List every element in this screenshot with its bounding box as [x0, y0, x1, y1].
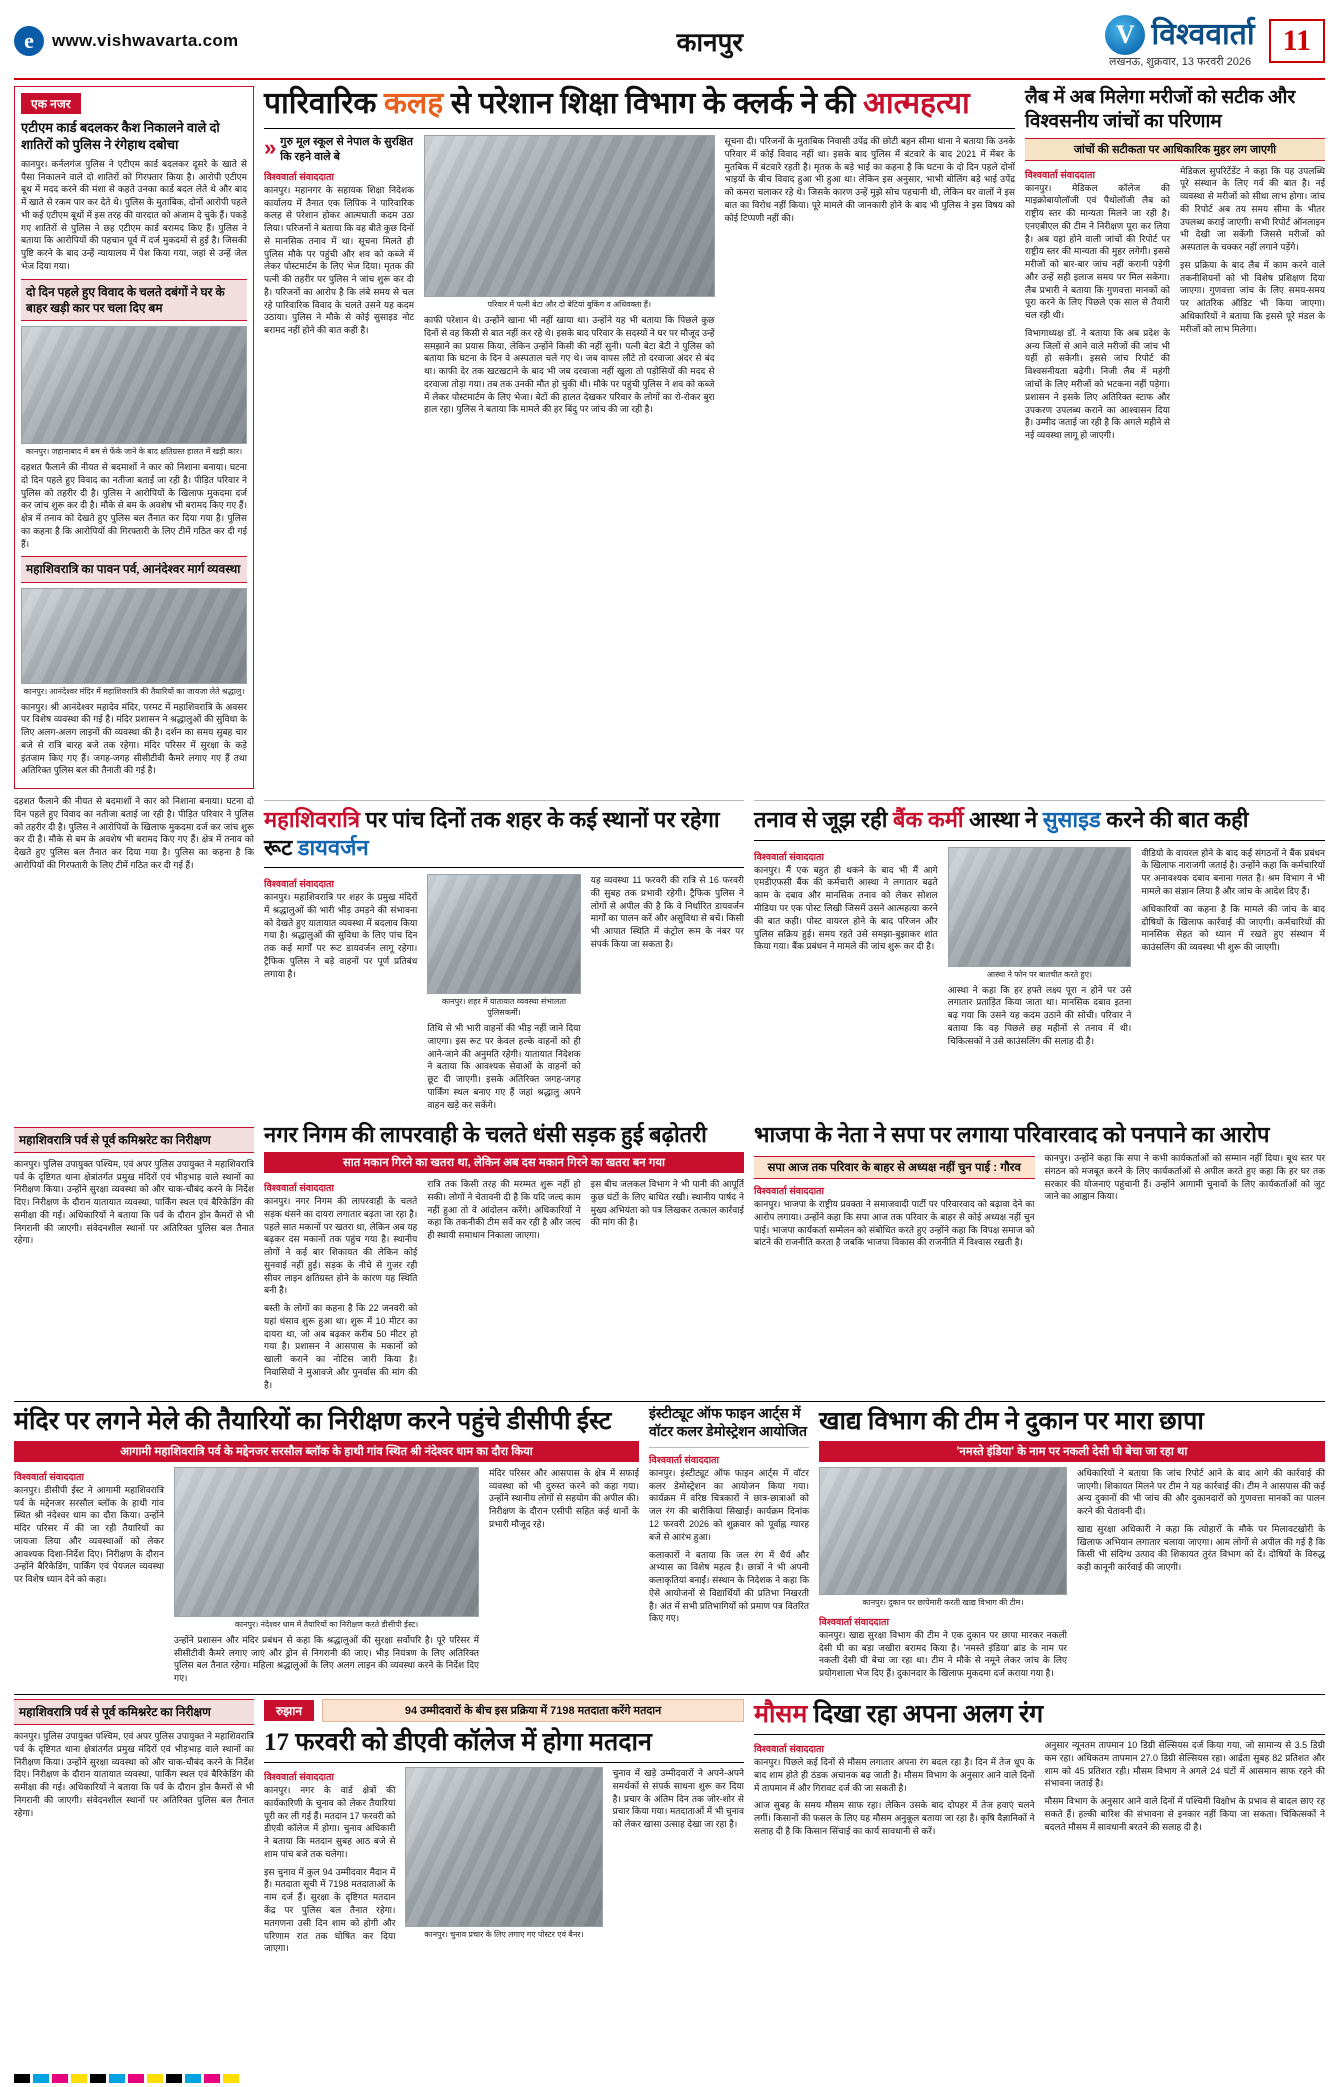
route-headline-hl2: डायवर्जन [297, 834, 369, 860]
lead-kicker: गुरु मूल स्कूल से नेपाल के सुरक्षित कि रहने वाले बे [280, 136, 414, 164]
quote-icon: » [264, 135, 277, 160]
food-col3-body: खाद्य सुरक्षा अधिकारी ने कहा कि त्योहारों के मौके पर मिलावटखोरी के खिलाफ अभियान लगातार चलाया जाएगा। आम लोगों से अपील की गई है कि किसी भी संदिग्ध उत्पाद की शिकायत तुरंत विभाग को दें। दोषियों के विरुद्ध कड़ी कानूनी कार्रवाई की जाएगी। [1077, 1523, 1325, 1573]
edition-city: कानपुर [676, 28, 743, 57]
mela-col-1 [14, 1467, 164, 1690]
lab-col2-body: विभागाध्यक्ष डॉ. ने बताया कि अब प्रदेश के अन्य जिलों से आने वाले मरीजों की जांच भी यहीं हो सकेगी। इससे जांच रिपोर्ट की विश्वसनीयता बढ़ेगी। निजी लैब में महंगी जांचों के लिए मरीजों को भटकना नहीं पड़ेगा। प्रशासन ने इसके लिए अतिरिक्त स्टाफ और उपकरण उपलब्ध कराने का आश्वासन दिया है। उम्मीद जताई जा रही है कि अगले महीने से नई व्यवस्था लागू हो जाएगी। [1025, 327, 1170, 441]
lab-col-2 [1180, 165, 1325, 447]
weather-col-1 [754, 1739, 1035, 1843]
left-headline-1: एटीएम कार्ड बदलकर कैश निकालने वाले दो शातिरों को पुलिस ने रंगेहाथ दबोचा [21, 120, 220, 152]
mela-columns [14, 1467, 639, 1690]
mela-story [14, 1406, 639, 1690]
lead-photo [424, 135, 715, 297]
lead-story [264, 86, 1015, 789]
left-photo-2-caption: कानपुर। आनंदेश्वर मंदिर में महाशिवरात्रि की तैयारियों का जायजा लेते श्रद्धालु। [23, 686, 245, 696]
bank-headline-p3: करने की बात कही [1100, 807, 1249, 833]
lead-headline [264, 86, 1015, 122]
edition-date: लखनऊ, शुक्रवार, 13 फरवरी 2026 [1109, 55, 1252, 68]
registration-colorbar [14, 2074, 239, 2083]
bank-col2-body: आस्था ने कहा कि हर हफ्ते लक्ष्य पूरा न होने पर उसे लगातार प्रताड़ित किया जाता था। मानसिक दबाव इतना बढ़ गया कि उसने यह कदम उठाने की सोची। परिवार ने बताया कि वह पिछले छह महीनों से तनाव में थी। चिकित्सकों ने उसे काउंसलिंग की सलाह दी है। [947, 984, 1132, 1046]
road-story [264, 1121, 744, 1397]
brand-logo-icon: V [1105, 15, 1145, 55]
bottom-left-subhead: महाशिवरात्रि पर्व से पूर्व कमिश्नरेट का निरीक्षण [14, 1699, 254, 1725]
mela-col-3 [489, 1467, 639, 1690]
bank-col1-body: कानपुर। मैं एक बहुत ही थकने के बाद भी मैं आगे एमडीएफसी बैंक की कर्मचारी आस्था ने लगातार बढ़ते काम के दबाव और मानसिक तनाव को लेकर सोशल मीडिया पर एक पोस्ट लिखी जिसमें उसने आत्महत्या करने की बात कही। पोस्ट वायरल होने के बाद परिजन और पुलिस सक्रिय हुई। समय रहते उसे समझा-बुझाकर शांत किया गया। बैंक प्रबंधन ने मामले की जांच शुरू कर दी है। [754, 864, 938, 952]
route-col2-body: तिथि से भी भारी वाहनों की भीड़ नहीं जाने दिया जाएगा। इस रूट पर केवल हल्के वाहनों को ही आने-जाने की अनुमति रहेगी। यातायात निदेशक ने बताया कि आवश्यक सेवाओं के वाहनों को छूट दी जाएगी। इसके अतिरिक्त जगह-जगह पार्किंग स्थल बनाए गए हैं जहां श्रद्धालु अपने वाहन खड़े कर सकेंगे। [427, 1023, 581, 1110]
weather-col3-body: अनुसार न्यूनतम तापमान 10 डिग्री सेल्सियस दर्ज किया गया, जो सामान्य से 3.5 डिग्री कम रहा। अधिकतम तापमान 27.0 डिग्री सेल्सियस रहा। आर्द्रता सुबह 82 प्रतिशत और शाम को 45 प्रतिशत रही। मौसम विभाग ने अगले 24 घंटों में आसमान साफ रहने की संभावना जताई है। [1044, 1740, 1325, 1789]
lab-story [1025, 86, 1325, 789]
left-body-5: कानपुर। पुलिस उपायुक्त पश्चिम, एवं अपर पुलिस उपायुक्त ने महाशिवरात्रि पर्व के दृष्टिगत थाना क्षेत्रांतर्गत प्रमुख मंदिरों एवं भीड़भाड़ वाले स्थानों का निरीक्षण किया। उन्होंने सुरक्षा व्यवस्था को और चाक-चौबंद करने के निर्देश दिए। निरीक्षण के दौरान यातायात व्यवस्था, पार्किंग स्थल एवं बैरिकेडिंग की समीक्षा की गई। अधिकारियों ने बताया कि पर्व के दौरान ड्रोन कैमरों से भी निगरानी की जाएगी। संवेदनशील स्थानों पर अतिरिक्त पुलिस बल तैनात रहेगा। [14, 1158, 254, 1246]
road-col2-body: बस्ती के लोगों का कहना है कि 22 जनवरी को यहां धंसाव शुरू हुआ था। शुरू में 10 मीटर का दायरा था, जो अब बढ़कर करीब 50 मीटर हो गया है। प्रशासन ने आसपास के मकानों को खाली कराने का नोटिस जारी किया है। निवासियों ने मुआवजे और पुनर्वास की मांग की है। [264, 1303, 418, 1390]
ek-nazar-column [14, 86, 254, 789]
color-swatch [52, 2074, 68, 2083]
weather-headline-hl: मौसम [754, 1700, 808, 1728]
food-columns [819, 1467, 1325, 1685]
masthead-right [1105, 15, 1325, 68]
road-bar: सात मकान गिरने का खतरा था, लेकिन अब दस मकान गिरने का खतरा बन गया [264, 1152, 744, 1173]
food-col1-body: कानपुर। खाद्य सुरक्षा विभाग की टीम ने एक दुकान पर छापा मारकर नकली देसी घी का बड़ा जखीरा बरामद किया है। 'नमस्ते इंडिया' ब्रांड के नाम पर नकली देसी घी बेचा जा रहा था। टीम ने मौके से नमूने लेकर जांच के लिए प्रयोगशाला भेज दिए हैं। दुकानदार के खिलाफ मुकदमा दर्ज कराया गया है। [819, 1629, 1067, 1679]
bank-headline [754, 806, 1325, 834]
lab-col-1 [1025, 165, 1170, 447]
election-photo-caption: कानपुर। चुनाव प्रचार के लिए लगाए गए पोस्टर एवं बैनर। [424, 1930, 584, 1940]
route-col-3 [591, 874, 744, 1116]
bjp-columns [754, 1152, 1325, 1254]
left-body-4: दहशत फैलाने की नीयत से बदमाशों ने कार को निशाना बनाया। घटना दो दिन पहले हुए विवाद का नतीजा बताई जा रही है। पीड़ित परिवार ने पुलिस को तहरीर दी है। पुलिस ने आरोपियों के खिलाफ मुकदमा दर्ज कर जांच शुरू कर दी है। मौके से बम के अवशेष भी बरामद किए गए हैं। क्षेत्र में तनाव को देखते हुए पुलिस बल तैनात कर दिया गया है। पुलिस का कहना है कि आरोपियों की गिरफ्तारी के लिए टीमें गठित कर दी गई हैं। [14, 796, 254, 871]
election-story [264, 1699, 744, 1960]
third-zone-left [14, 1121, 254, 1397]
weather-byline: विश्ववार्ता संवाददाता [754, 1744, 824, 1756]
food-story [819, 1406, 1325, 1690]
election-col-1 [264, 1767, 395, 1960]
left-body-3: कानपुर। श्री आनंदेश्वर महादेव मंदिर, परमट में महाशिवरात्रि के अवसर पर विशेष व्यवस्था की गई है। मंदिर प्रशासन ने श्रद्धालुओं की सुविधा के लिए अलग-अलग लाइनों की व्यवस्था की है। दर्शन का समय सुबह चार बजे से रात्रि बारह बजे तक रहेगा। मंदिर परिसर में सुरक्षा के कड़े इंतजाम किए गए हैं। जगह-जगह सीसीटीवी कैमरे लगाए गए हैं तथा अतिरिक्त पुलिस बल की तैनाती की गई है। [21, 701, 247, 776]
route-headline [264, 806, 744, 861]
bottom-left-body: कानपुर। पुलिस उपायुक्त पश्चिम, एवं अपर पुलिस उपायुक्त ने महाशिवरात्रि पर्व के दृष्टिगत थाना क्षेत्रांतर्गत प्रमुख मंदिरों एवं भीड़भाड़ वाले स्थानों का निरीक्षण किया। उन्होंने सुरक्षा व्यवस्था को और चाक-चौबंद करने के निर्देश दिए। निरीक्षण के दौरान यातायात व्यवस्था, पार्किंग स्थल एवं बैरिकेडिंग की समीक्षा की गई। अधिकारियों ने बताया कि पर्व के दौरान ड्रोन कैमरों से भी निगरानी की जाएगी। संवेदनशील स्थानों पर अतिरिक्त पुलिस बल तैनात रहेगा। [14, 1731, 254, 1818]
election-strip: 94 उम्मीदवारों के बीच इस प्रक्रिया में 7198 मतदाता करेंगे मतदान [322, 1699, 744, 1722]
page-number: 11 [1269, 19, 1325, 63]
color-swatch [166, 2074, 182, 2083]
lead-headline-hl1: कलह [383, 87, 444, 120]
election-photo [405, 1767, 602, 1927]
lead-col-3 [725, 135, 1016, 421]
route-col-1 [264, 874, 417, 1116]
second-zone [14, 795, 1325, 1116]
weather-headline [754, 1699, 1325, 1730]
food-headline: खाद्य विभाग की टीम ने दुकान पर मारा छापा [819, 1407, 1204, 1435]
color-swatch [185, 2074, 201, 2083]
left-photo-1-caption: कानपुर। जहानाबाद में बम से फेंके जाने के बाद क्षतिग्रस्त हालत में खड़ी कार। [25, 447, 243, 457]
mela-headline: मंदिर पर लगने मेले की तैयारियों का निरीक्षण करने पहुंचे डीसीपी ईस्ट [14, 1407, 612, 1435]
road-col4-body: इस बीच जलकल विभाग ने भी पानी की आपूर्ति कुछ घंटों के लिए बाधित रखी। स्थानीय पार्षद ने मुख्य अभियंता को पत्र लिखकर तत्काल कार्रवाई की मांग की है। [590, 1179, 744, 1228]
route-headline-mid: पर पांच दिनों तक शहर के कई स्थानों पर रहेगा रूट [264, 807, 720, 860]
trend-tag: रुझान [264, 1700, 314, 1721]
bjp-col2-body: कानपुर। उन्होंने कहा कि सपा ने कभी कार्यकर्ताओं को सम्मान नहीं दिया। बूथ स्तर पर संगठन को मजबूत करने के लिए कार्यकर्ताओं से अपील करते हुए कहा कि हर घर तक सरकार की योजनाएं पहुंचानी हैं। उन्होंने आगामी चुनावों के लिए कार्यकर्ताओं को जुट जाने का आह्वान किया। [1044, 1153, 1325, 1202]
bank-col-2 [948, 847, 1132, 1053]
food-photo [819, 1467, 1067, 1595]
road-col-2 [427, 1178, 580, 1396]
mela-col-2 [174, 1467, 479, 1690]
institute-byline: विश्ववार्ता संवाददाता [649, 1454, 719, 1466]
lab-col4-body: इस प्रक्रिया के बाद लैब में काम करने वाले तकनीशियनों को भी विशेष प्रशिक्षण दिया जाएगा। गुणवत्ता जांच के लिए समय-समय पर आंतरिक ऑडिट भी किया जाएगा। अधिकारियों ने बताया कि इससे पूरे मंडल के मरीजों को लाभ मिलेगा। [1180, 259, 1325, 334]
mela-photo-caption: कानपुर। नंदेश्वर धाम में तैयारियों का निरीक्षण करते डीसीपी ईस्ट। [234, 1619, 419, 1629]
weather-columns [754, 1739, 1325, 1843]
bank-headline-hl1: बैंक कर्मी [892, 807, 964, 833]
food-byline: विश्ववार्ता संवाददाता [819, 1616, 889, 1628]
election-byline: विश्ववार्ता संवाददाता [264, 1772, 334, 1784]
institute-story [649, 1406, 809, 1690]
lab-col1-body: कानपुर। मेडिकल कॉलेज की माइक्रोबायोलॉजी एवं पैथोलॉजी लैब को राष्ट्रीय स्तर की मान्यता मिलने जा रही है। एनएबीएल की टीम ने निरीक्षण पूरा कर लिया है। अब यहां होने वाली जांचों की रिपोर्ट पर राष्ट्रीय स्तर की मान्यता की मुहर लगेगी। इससे मरीजों को बार-बार जांच नहीं करानी पड़ेगी और उन्हें सही इलाज समय पर मिल सकेगा। लैब प्रभारी ने बताया कि गुणवत्ता मानकों को पूरा करने के लिए पिछले एक साल से तैयारी चल रही थी। [1025, 182, 1170, 321]
route-col1-body: कानपुर। महाशिवरात्रि पर शहर के प्रमुख मंदिरों में श्रद्धालुओं की भारी भीड़ उमड़ने की संभावना को देखते हुए यातायात व्यवस्था में बदलाव किया गया है। श्रद्धालुओं की सुविधा के लिए पांच दिन तक कई मार्गों पर रूट डायवर्जन लागू रहेगा। ट्रैफिक पुलिस ने बड़े वाहनों पर पूर्ण प्रतिबंध लगाया है। [264, 892, 418, 979]
election-col1-body: कानपुर। नगर के वार्ड क्षेत्रों की कार्यकारिणी के चुनाव को लेकर तैयारियां पूरी कर ली गई हैं। मतदान 17 फरवरी को डीएवी कॉलेज में होगा। चुनाव अधिकारी ने बताया कि मतदान सुबह आठ बजे से शाम पांच बजे तक चलेगा। [264, 1785, 396, 1859]
lead-col-1 [264, 135, 414, 421]
brand-block [1105, 15, 1254, 68]
ek-nazar-ribbon: एक नजर [21, 93, 81, 114]
election-columns [264, 1767, 744, 1960]
route-photo [427, 874, 580, 994]
left-subhead-2: महाशिवरात्रि का पावन पर्व, आनंदेश्वर मार्ग व्यवस्था [21, 556, 247, 582]
bank-col4-body: अधिकारियों का कहना है कि मामले की जांच के बाद दोषियों के खिलाफ कार्रवाई की जाएगी। कर्मचारियों की मानसिक सेहत को ध्यान में रखते हुए संस्थान में काउंसलिंग की व्यवस्था भी शुरू की जाएगी। [1141, 903, 1326, 953]
weather-col1-body: कानपुर। पिछले कई दिनों से मौसम लगातार अपना रंग बदल रहा है। दिन में तेज धूप के बाद शाम होते ही ठंडक अचानक बढ़ जाती है। मौसम विभाग के अनुसार आने वाले दिनों में तापमान में और गिरावट दर्ज की जा सकती है। [754, 1757, 1035, 1793]
second-zone-spacer [14, 795, 254, 1116]
left-subhead-3: महाशिवरात्रि पर्व से पूर्व कमिश्नरेट का निरीक्षण [14, 1127, 254, 1153]
road-col3-body: रात्रि तक किसी तरह की मरम्मत शुरू नहीं हो सकी। लोगों ने चेतावनी दी है कि यदि जल्द काम नहीं हुआ तो वे आंदोलन करेंगे। अधिकारियों ने कहा कि तकनीकी टीम सर्वे कर रही है और जल्द ही स्थायी समाधान निकाला जाएगा। [427, 1179, 581, 1241]
lab-headline: लैब में अब मिलेगा मरीजों को सटीक और विश्वसनीय जांचों का परिणाम [1025, 87, 1296, 132]
masthead-left [14, 26, 314, 56]
food-col-1 [819, 1467, 1067, 1685]
weather-headline-rest: दिखा रहा अपना अलग रंग [807, 1700, 1044, 1728]
road-col-1 [264, 1178, 417, 1396]
lead-headline-part1: पारिवारिक [264, 87, 384, 120]
route-columns [264, 874, 744, 1116]
lab-columns [1025, 165, 1325, 447]
lead-byline: विश्ववार्ता संवाददाता [264, 171, 334, 183]
third-zone [14, 1121, 1325, 1397]
lab-byline: विश्ववार्ता संवाददाता [1025, 169, 1095, 181]
route-headline-hl: महाशिवरात्रि [264, 807, 360, 833]
color-swatch [204, 2074, 220, 2083]
globe-icon: e [14, 26, 44, 56]
lead-headline-part2: से परेशान शिक्षा विभाग के क्लर्क ने की [443, 87, 863, 120]
left-body-2: दहशत फैलाने की नीयत से बदमाशों ने कार को निशाना बनाया। घटना दो दिन पहले हुए विवाद का नतीजा बताई जा रही है। पीड़ित परिवार ने पुलिस को तहरीर दी है। पुलिस ने आरोपियों के खिलाफ मुकदमा दर्ज कर जांच शुरू कर दी है। मौके से बम के अवशेष भी बरामद किए गए हैं। क्षेत्र में तनाव को देखते हुए पुलिस बल तैनात कर दिया गया है। पुलिस का कहना है कि आरोपियों की गिरफ्तारी के लिए टीमें गठित कर दी गई हैं। [21, 462, 247, 549]
mela-photo [174, 1467, 479, 1617]
color-swatch [128, 2074, 144, 2083]
bank-photo-caption: आस्था ने फोन पर बातचीत करते हुए। [986, 969, 1093, 979]
election-headline: 17 फरवरी को डीएवी कॉलेज में होगा मतदान [264, 1728, 652, 1756]
color-swatch [223, 2074, 239, 2083]
mela-col2-body: उन्होंने प्रशासन और मंदिर प्रबंधन से कहा कि श्रद्धालुओं की सुरक्षा सर्वोपरि है। पूरे परिसर में सीसीटीवी कैमरे लगाए जाएं और ड्रोन से निगरानी की जाए। भीड़ नियंत्रण के लिए अतिरिक्त पुलिस बल तैनात रहेगा। महिला श्रद्धालुओं के लिए अलग लाइन की व्यवस्था करने के निर्देश दिए गए। [174, 1634, 479, 1684]
bank-headline-p1: तनाव से जूझ रही [754, 807, 893, 833]
institute-col1-body: कानपुर। इंस्टीट्यूट ऑफ फाइन आर्ट्स में वॉटर कलर डेमोस्ट्रेशन का आयोजन किया गया। कार्यक्रम में वरिष्ठ चित्रकारों ने छात्र-छात्राओं को जल रंग की बारीकियां सिखाईं। कार्यक्रम दिनांक 12 फरवरी 2026 को शुक्रवार को पूर्वाह्न ग्यारह बजे से आरंभ हुआ। [649, 1467, 809, 1542]
masthead [14, 8, 1325, 80]
bjp-story [754, 1121, 1325, 1397]
food-photo-caption: कानपुर। दुकान पर छापेमारी करती खाद्य विभाग की टीम। [862, 1597, 1024, 1607]
road-headline: नगर निगम की लापरवाही के चलते धंसी सड़क हुई बढ़ोतरी [264, 1121, 707, 1147]
mela-byline: विश्ववार्ता संवाददाता [14, 1471, 84, 1483]
road-byline: विश्ववार्ता संवाददाता [264, 1183, 334, 1195]
bjp-byline: विश्ववार्ता संवाददाता [754, 1186, 824, 1198]
election-col2-body: इस चुनाव में कुल 94 उम्मीदवार मैदान में हैं। मतदाता सूची में 7198 मतदाताओं के नाम दर्ज हैं। सुरक्षा के दृष्टिगत मतदान केंद्र पर पुलिस बल तैनात रहेगा। मतगणना उसी दिन शाम को होगी और परिणाम रात तक घोषित कर दिया जाएगा। [264, 1866, 396, 1954]
bank-story [754, 795, 1325, 1116]
bottom-left [14, 1699, 254, 1960]
weather-col2-body: आज सुबह के समय मौसम साफ रहा। लेकिन उसके बाद दोपहर में तेज हवाएं चलने लगीं। किसानों की फसल के लिए यह मौसम अनुकूल बताया जा रहा है। कृषि वैज्ञानिकों ने सलाह दी है कि किसान सिंचाई का कार्य सावधानी से करें। [754, 1800, 1035, 1836]
election-col-3 [613, 1767, 744, 1960]
bjp-col-2 [1045, 1152, 1326, 1254]
bank-photo [948, 847, 1132, 967]
bjp-headline: भाजपा के नेता ने सपा पर लगाया परिवारवाद को पनपाने का आरोप [754, 1121, 1270, 1147]
bottom-zone [14, 1699, 1325, 1960]
color-swatch [90, 2074, 106, 2083]
lead-photo-caption: परिवार में पत्नी बेटा और दो बेटियां बुकिंग व अधिवक्ता हैं। [487, 300, 652, 309]
lab-strip: जांचों की सटीकता पर आधिकारिक मुहर लग जाएगी [1025, 138, 1325, 161]
weather-col4-body: मौसम विभाग के अनुसार आने वाले दिनों में पश्चिमी विक्षोभ के प्रभाव से बादल छाए रह सकते हैं। हल्की बारिश की संभावना से इनकार नहीं किया जा सकता। चिकित्सकों ने बदलते मौसम में सावधानी बरतने की सलाह दी है। [1044, 1796, 1325, 1832]
lead-col3-body: सूचना दी। परिजनों के मुताबिक निवासी उपेंद्र की छोटी बहन सीमा थाना ने बताया कि उनके परिवार में कोई विवाद नहीं था। इसके बाद पुलिस में बंटवारे के बाद 2021 में मेंबर के मुतबिक में बंटवारे रहती है। मृतक के बड़े भाई का कहना है कि घटना के दो दिन पहले दोनों भाइयों के बीच विवाद हुआ भी हुआ था। लेकिन इस अनुसार, भाभी बोलिंग बड़े भाई उपेंद्र को कमरा चलाकर रहे थे। जिसके कारण उन्हें मुझे सोच पहचानी थी, लेकिन घर वालों ने इस बात का विरोध नहीं किया। पूरे मामले की जानकारी होने के बाद भी पुलिस ने इस विषय को कोई टिप्पणी नहीं की। [724, 136, 1015, 223]
weather-story [754, 1699, 1325, 1960]
route-col-2 [427, 874, 580, 1116]
institute-headline: इंस्टीट्यूट ऑफ फाइन आर्ट्स में वॉटर कलर डेमोस्ट्रेशन आयोजित [649, 1406, 807, 1440]
election-col-2 [405, 1767, 602, 1960]
color-swatch [147, 2074, 163, 2083]
masthead-center [314, 23, 1105, 59]
route-col3-body: यह व्यवस्था 11 फरवरी की रात्रि से 16 फरवरी की सुबह तक प्रभावी रहेगी। ट्रैफिक पुलिस ने लोगों से अपील की है कि वे निर्धारित डायवर्जन मार्गों का पालन करें और असुविधा से बचें। किसी भी आपात स्थिति में कंट्रोल रूम के नंबर पर संपर्क किया जा सकता है। [590, 875, 744, 950]
mela-col3-body: मंदिर परिसर और आसपास के क्षेत्र में सफाई व्यवस्था को भी दुरुस्त करने को कहा गया। उन्होंने स्थानीय लोगों से सहयोग की अपील की। निरीक्षण के दौरान एसीपी सहित कई थानों के प्रभारी मौजूद रहे। [489, 1467, 639, 1529]
route-photo-caption: कानपुर। शहर में यातायात व्यवस्था संभालता पुलिसकर्मी। [441, 997, 567, 1018]
bank-headline-p2: आस्था ने [963, 807, 1043, 833]
bank-columns [754, 847, 1325, 1053]
bjp-col1-body: कानपुर। भाजपा के राष्ट्रीय प्रवक्ता ने समाजवादी पार्टी पर परिवारवाद को बढ़ावा देने का आरोप लगाया। उन्होंने कहा कि सपा आज तक परिवार के बाहर से कोई अध्यक्ष नहीं चुन पाई। भाजपा कार्यकर्ता सम्मेलन को संबोधित करते हुए उन्होंने कहा कि विपक्ष समाज को बांटने की राजनीति करता है जबकि भाजपा विकास की राजनीति में विश्वास रखती है। [754, 1199, 1035, 1248]
lab-col3-body: मेडिकल सुपरिटेंडेंट ने कहा कि यह उपलब्धि पूरे संस्थान के लिए गर्व की बात है। नई व्यवस्था से मरीजों को सीधा लाभ होगा। जांच की रिपोर्ट अब तय समय सीमा के भीतर उपलब्ध कराई जाएगी। सभी रिपोर्ट ऑनलाइन भी देखी जा सकेंगी जिससे मरीजों को अस्पताल के चक्कर नहीं लगाने पड़ेंगे। [1180, 165, 1325, 253]
road-columns [264, 1178, 744, 1396]
lead-headline-hl2: आत्महत्या [863, 87, 970, 120]
color-swatch [109, 2074, 125, 2083]
bank-col-3 [1141, 847, 1325, 1053]
lead-col1-body: कानपुर। महानगर के सहायक शिक्षा निदेशक कार्यालय में तैनात एक लिपिक ने पारिवारिक कलह से परेशान होकर आत्मघाती कदम उठा लिया। परिजनों ने बताया कि वह बीते कुछ दिनों से मानसिक तनाव में था। सूचना मिलते ही पुलिस मौके पर पहुंची और शव को कब्जे में लेकर पोस्टमार्टम के लिए भेज दिया। मृतक की पत्नी की तहरीर पर पुलिस ने जांच शुरू कर दी है। परिजनों का आरोप है कि लंबे समय से चल रहे पारिवारिक विवाद के चलते उसने यह कदम उठाया। पुलिस ने मौके से कोई सुसाइड नोट बरामद नहीं होने की बात कही है। [264, 184, 414, 336]
left-photo-1 [21, 326, 247, 444]
left-photo-2 [21, 588, 247, 684]
lead-rule [264, 128, 1015, 129]
bank-byline: विश्ववार्ता संवाददाता [754, 851, 824, 863]
top-zone [14, 86, 1325, 789]
lead-col-2 [424, 135, 715, 421]
website-url[interactable]: www.vishwavarta.com [52, 31, 239, 50]
institute-col2-body: कलाकारों ने बताया कि जल रंग में धैर्य और अभ्यास का विशेष महत्व है। छात्रों ने भी अपनी कलाकृतियां बनाईं। संस्थान के निदेशक ने कहा कि ऐसे आयोजनों से विद्यार्थियों की प्रतिभा निखरती है। अंत में सभी प्रतिभागियों को प्रमाण पत्र वितरित किए गए। [649, 1549, 809, 1624]
food-col-2 [1077, 1467, 1325, 1685]
food-bar: 'नमस्ते इंडिया' के नाम पर नकली देसी घी बेचा जा रहा था [819, 1441, 1325, 1462]
lead-columns [264, 135, 1015, 421]
bjp-col-1 [754, 1152, 1035, 1254]
fourth-zone [14, 1406, 1325, 1690]
left-subhead-1: दो दिन पहले हुए विवाद के चलते दबंगों ने घर के बाहर खड़ी कार पर चला दिए बम [21, 279, 247, 321]
color-swatch [33, 2074, 49, 2083]
bank-headline-hl2: सुसाइड [1042, 807, 1101, 833]
road-col-3 [591, 1178, 744, 1396]
bank-col-1 [754, 847, 938, 1053]
bank-col3-body: वीडियो के वायरल होने के बाद कई संगठनों ने बैंक प्रबंधन के खिलाफ नाराजगी जताई है। उन्होंने कहा कि कर्मचारियों पर अनावश्यक दबाव बनाना गलत है। श्रम विभाग ने भी मामले का संज्ञान लिया है और जांच के आदेश दिए हैं। [1141, 847, 1326, 896]
color-swatch [71, 2074, 87, 2083]
brand-name: विश्ववार्ता [1151, 17, 1255, 51]
weather-col-2 [1045, 1739, 1326, 1843]
mela-col1-body: कानपुर। डीसीपी ईस्ट ने आगामी महाशिवरात्रि पर्व के मद्देनजर सरसौल ब्लॉक के हाथी गांव स्थित श्री नंदेश्वर धाम का दौरा किया। उन्होंने मंदिर परिसर में की जा रही तैयारियों का जायजा लिया और व्यवस्थाओं को लेकर आवश्यक दिशा-निर्देश दिए। निरीक्षण के दौरान उन्होंने बैरिकेडिंग, पार्किंग एवं पेयजल व्यवस्था पर विशेष ध्यान देने को कहा। [14, 1484, 164, 1585]
food-col2-body: अधिकारियों ने बताया कि जांच रिपोर्ट आने के बाद आगे की कार्रवाई की जाएगी। शिकायत मिलने पर टीम ने यह कार्रवाई की। टीम ने आसपास की कई अन्य दुकानों की भी जांच की और दुकानदारों को गुणवत्ता मानकों का पालन करने की चेतावनी दी। [1077, 1467, 1325, 1517]
bjp-subhead: सपा आज तक परिवार के बाहर से अध्यक्ष नहीं चुन पाई : गौरव [754, 1156, 1035, 1179]
left-body-1: कानपुर। कर्नलगंज पुलिस ने एटीएम कार्ड बदलकर दूसरे के खाते से पैसा निकालने वाले दो शातिरों को गिरफ्तार किया है। आरोपी एटीएम बूथ में मदद करने की मंशा से कहते उनका कार्ड बदल लेते थे और बाद में खाते से रकम पार कर देते थे। पुलिस के मुताबिक, दोनों आरोपी पहले भी कई एटीएम बूथों में इस तरह की वारदात को अंजाम दे चुके हैं। पकड़े गए शातिरों से पुलिस ने छह एटीएम कार्ड बरामद किए हैं। पुलिस ने बताया कि आरोपियों की पहचान पूर्व में दर्ज मुकदमों से हुई है। जिसकी पुष्टि करने के बाद उन्हें न्यायालय में पेश किया गया, जहां से उन्हें जेल भेज दिया गया। [21, 158, 247, 271]
route-story [264, 795, 744, 1116]
road-col1-body: कानपुर। नगर निगम की लापरवाही के चलते सड़क धंसने का दायरा लगातार बढ़ता जा रहा है। पहले सात मकानों पर खतरा था, लेकिन अब यह बढ़कर दस मकानों तक पहुंच गया है। स्थानीय लोगों ने कई बार शिकायत की लेकिन कोई सुनवाई नहीं हुई। सड़क के नीचे से गुजर रही सीवर लाइन क्षतिग्रस्त होने के कारण यह स्थिति बनी है। [264, 1196, 418, 1296]
route-byline: विश्ववार्ता संवाददाता [264, 879, 334, 891]
lead-col2-body: काफी परेशान थे। उन्होंने खाना भी नहीं खाया था। उन्होंने यह भी बताया कि पिछले कुछ दिनों से वह किसी से बात नहीं कर रहे थे। इसके बाद परिवार के सदस्यों ने घर पर मौजूद उन्हें समझाने का प्रयास किया, लेकिन उन्होंने किसी की नहीं सुनी। पत्नी बेटा बेटी ने पुलिस को बताया कि घटना के दिन वे अस्पताल चले गए थे। जब वापस लौटे तो दरवाजा अंदर से बंद था। काफी देर तक खटखटाने के बाद भी जब दरवाजा नहीं खुला तो पड़ोसियों की मदद से दरवाजा तोड़ा गया। तब तक उनकी मौत हो चुकी थी। मौके पर पहुंची पुलिस ने शव को कब्जे में लेकर पोस्टमार्टम के लिए भेजा। बेटों की हालत देखकर परिवार के लोगों का रो-रोकर बुरा हाल रहा। पुलिस ने बताया कि मामले की हर बिंदु पर जांच की जा रही है। [424, 315, 715, 415]
mela-bar: आगामी महाशिवरात्रि पर्व के मद्देनजर सरसौल ब्लॉक के हाथी गांव स्थित श्री नंदेश्वर धाम का दौरा किया [14, 1441, 639, 1462]
election-col3-body: चुनाव में खड़े उम्मीदवारों ने अपने-अपने समर्थकों से संपर्क साधना शुरू कर दिया है। प्रचार के अंतिम दिन तक जोर-शोर से प्रचार किया गया। मतदाताओं में भी चुनाव को लेकर खासा उत्साह देखा जा रहा है। [612, 1768, 744, 1830]
color-swatch [14, 2074, 30, 2083]
